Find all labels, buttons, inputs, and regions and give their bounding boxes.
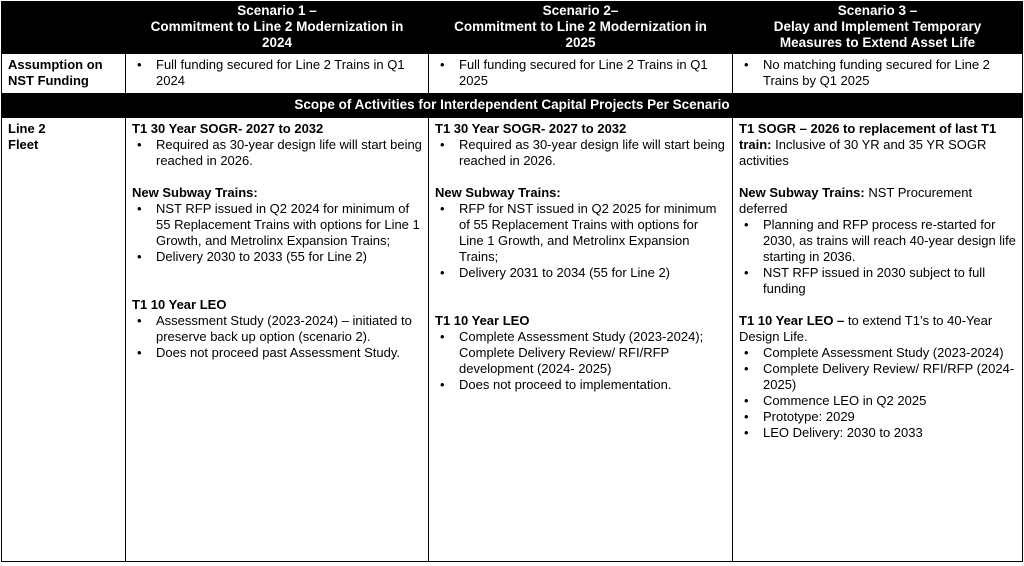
- list-item: • Complete Assessment Study (2023-2024); Complete Delivery Review/ RFI/RFP development (2024- 2025): [459, 329, 726, 377]
- list-item: • Delivery 2030 to 2033 (55 for Line 2): [156, 249, 422, 265]
- scenario-1-title: Scenario 1 –: [237, 3, 317, 18]
- s3-sogr-title: T1 SOGR – 2026 to replacement of last T1 train:: [739, 121, 997, 152]
- s3-sogr-text: Inclusive of 30 YR and 35 YR SOGR activities: [739, 137, 987, 168]
- list-item: • Assessment Study (2023-2024) – initiated to preserve back up option (scenario 2).: [156, 313, 422, 345]
- funding-scenario-1: [126, 54, 429, 94]
- list-item: • Commence LEO in Q2 2025: [763, 393, 1016, 409]
- list-item: • Required as 30-year design life will start being reached in 2026.: [156, 137, 422, 169]
- fleet-label-cell: [2, 118, 126, 562]
- scope-row: [2, 94, 1023, 118]
- fleet-row: [2, 118, 1023, 562]
- funding-row: [2, 54, 1023, 94]
- list-item: • Full funding secured for Line 2 Trains in Q1 2024: [156, 57, 422, 89]
- list-item: • RFP for NST issued in Q2 2025 for minimum of 55 Replacement Trains with options for Line 1 Growth, and Metrolinx Expansion Trains;: [459, 201, 726, 265]
- header-scenario-2: [429, 2, 733, 54]
- header-empty-cell: [2, 2, 126, 54]
- fleet-label-line1: Line 2: [8, 121, 46, 136]
- list-item: • Does not proceed to implementation.: [459, 377, 726, 393]
- list-item: • Does not proceed past Assessment Study.: [156, 345, 422, 361]
- s3-nst-paragraph: [739, 185, 1016, 217]
- list-item: • No matching funding secured for Line 2 Trains by Q1 2025: [763, 57, 1016, 89]
- s1-sogr-title: T1 30 Year SOGR- 2027 to 2032: [132, 121, 324, 136]
- header-row: [2, 2, 1023, 54]
- s2-leo-title: T1 10 Year LEO: [435, 313, 530, 328]
- header-scenario-1: [126, 2, 429, 54]
- s1-leo-title: T1 10 Year LEO: [132, 297, 227, 312]
- list-item: • Complete Assessment Study (2023-2024): [763, 345, 1016, 361]
- s1-nst-title: New Subway Trains:: [132, 185, 258, 200]
- list-item: • LEO Delivery: 2030 to 2033: [763, 425, 1016, 441]
- fleet-scenario-1: [126, 118, 429, 562]
- list-item: • Full funding secured for Line 2 Trains in Q1 2025: [459, 57, 726, 89]
- list-item: • Required as 30-year design life will start being reached in 2026.: [459, 137, 726, 169]
- scenario-2-subtitle-line1: Commitment to Line 2 Modernization in: [454, 19, 707, 34]
- scenario-3-subtitle-line2: Measures to Extend Asset Life: [779, 35, 976, 50]
- list-item: • Prototype: 2029: [763, 409, 1016, 425]
- list-item: • NST RFP issued in 2030 subject to full funding: [763, 265, 1016, 297]
- s3-leo-text: to extend T1’s to 40-Year Design Life.: [739, 313, 993, 344]
- scenario-table: [1, 1, 1023, 562]
- header-scenario-3: [733, 2, 1023, 54]
- fleet-scenario-3: [733, 118, 1023, 562]
- scenario-2-title: Scenario 2–: [542, 3, 619, 18]
- funding-scenario-3: [733, 54, 1023, 94]
- s3-sogr-paragraph: [739, 121, 1016, 169]
- funding-label-line1: Assumption on: [8, 57, 103, 72]
- list-item: • Complete Delivery Review/ RFI/RFP (2024- 2025): [763, 361, 1016, 393]
- list-item: • Planning and RFP process re-started for 2030, as trains will reach 40-year design life starting in 2036.: [763, 217, 1016, 265]
- funding-label-cell: [2, 54, 126, 94]
- list-item: • Delivery 2031 to 2034 (55 for Line 2): [459, 265, 726, 281]
- scenario-3-title: Scenario 3 –: [837, 3, 918, 18]
- s3-nst-text: NST Procurement deferred: [739, 185, 973, 216]
- s3-leo-paragraph: [739, 313, 1016, 345]
- funding-label-line2: NST Funding: [8, 73, 89, 88]
- scenario-1-subtitle-line1: Commitment to Line 2 Modernization in: [150, 19, 404, 34]
- s2-nst-title: New Subway Trains:: [435, 185, 561, 200]
- fleet-scenario-2: [429, 118, 733, 562]
- funding-scenario-2: [429, 54, 733, 94]
- scenario-2-subtitle-line2: 2025: [565, 35, 596, 50]
- s2-sogr-title: T1 30 Year SOGR- 2027 to 2032: [435, 121, 627, 136]
- list-item: • NST RFP issued in Q2 2024 for minimum of 55 Replacement Trains with options for Line 1 Growth, and Metrolinx Expansion Trains;: [156, 201, 422, 249]
- fleet-label-line2: Fleet: [8, 137, 39, 152]
- scenario-3-subtitle-line1: Delay and Implement Temporary: [773, 19, 982, 34]
- s3-leo-title: T1 10 Year LEO –: [739, 313, 845, 328]
- s3-nst-title: New Subway Trains:: [739, 185, 865, 200]
- scope-title: Scope of Activities for Interdependent Capital Projects Per Scenario: [2, 94, 1023, 118]
- scenario-1-subtitle-line2: 2024: [261, 35, 293, 50]
